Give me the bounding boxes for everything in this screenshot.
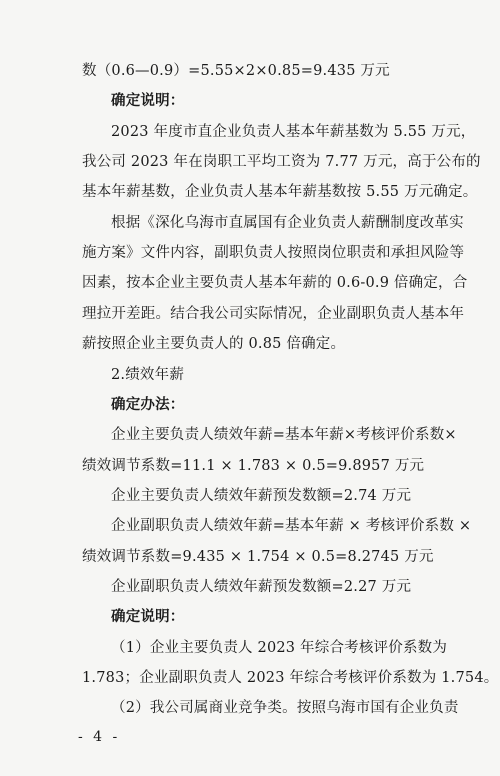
formula-line: 绩效调节系数=9.435 × 1.754 × 0.5=8.2745 万元 (82, 549, 434, 565)
paragraph-line: 根据《深化乌海市直属国有企业负责人薪酬制度改革实 (111, 215, 464, 231)
formula-line: 企业主要负责人绩效年薪=基本年薪×考核评价系数× (111, 427, 457, 443)
paragraph-line: 理拉开差距。结合我公司实际情况，企业副职负责人基本年 (82, 306, 465, 322)
section-heading-explanation: 确定说明： (111, 92, 185, 109)
formula-line: 企业副职负责人绩效年薪预发数额=2.27 万元 (111, 579, 412, 595)
section-heading-performance-salary: 2.绩效年薪 (111, 367, 185, 383)
section-heading-method: 确定办法： (111, 396, 185, 413)
paragraph-line: 基本年薪基数，企业负责人基本年薪基数按 5.55 万元确定。 (82, 184, 478, 200)
section-heading-explanation: 确定说明： (111, 608, 185, 625)
paragraph-line: （2）我公司属商业竞争类。按照乌海市国有企业负责 (111, 700, 459, 716)
formula-line: 企业副职负责人绩效年薪=基本年薪 × 考核评价系数 × (111, 518, 472, 534)
formula-line: 企业主要负责人绩效年薪预发数额=2.74 万元 (111, 488, 412, 504)
paragraph-line: 我公司 2023 年在岗职工平均工资为 7.77 万元，高于公布的 (82, 154, 481, 170)
page-number: - 4 - (78, 729, 121, 745)
paragraph-line: 2023 年度市直企业负责人基本年薪基数为 5.55 万元， (111, 124, 476, 140)
paragraph-line: 1.783；企业副职负责人 2023 年综合考核评价系数为 1.754。 (82, 670, 499, 686)
paragraph-line: 薪按照企业主要负责人的 0.85 倍确定。 (82, 336, 346, 352)
paragraph-line: 因素，按本企业主要负责人基本年薪的 0.6-0.9 倍确定，合 (82, 275, 468, 291)
paragraph-line: 施方案》文件内容，副职负责人按照岗位职责和承担风险等 (82, 245, 465, 261)
formula-line-continued: 数（0.6—0.9）=5.55×2×0.85=9.435 万元 (82, 63, 390, 79)
formula-line: 绩效调节系数=11.1 × 1.783 × 0.5=9.8957 万元 (82, 458, 425, 474)
paragraph-line: （1）企业主要负责人 2023 年综合考核评价系数为 (111, 640, 448, 656)
